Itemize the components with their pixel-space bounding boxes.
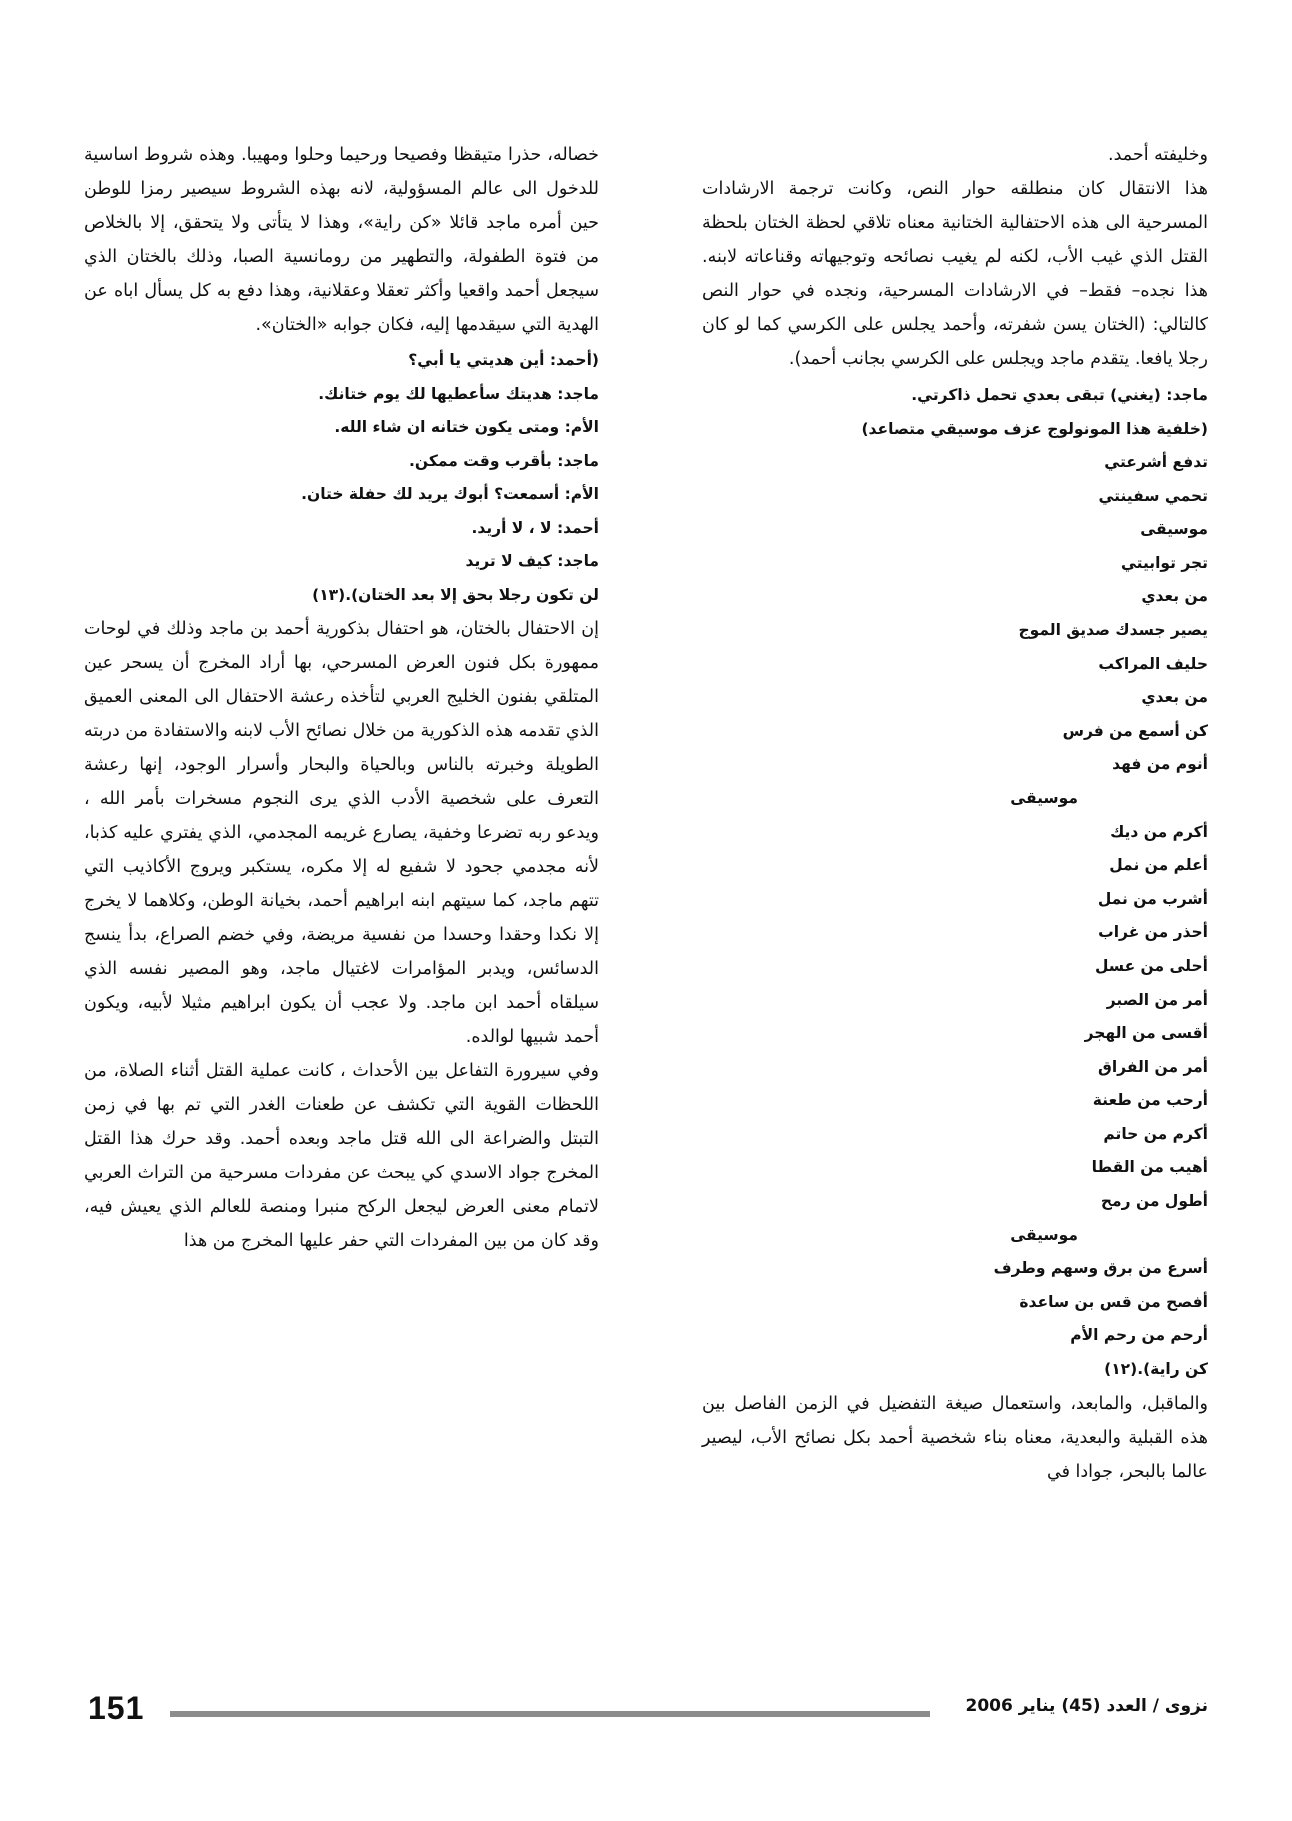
poem-line: من بعدي [1141, 587, 1208, 606]
dialogue-line: ماجد: بأقرب وقت ممكن. [409, 451, 599, 470]
page-footer [0, 1690, 1292, 1730]
poem-line: كن أسمع من فرس [1062, 721, 1208, 740]
poem-line: أكرم من ديك [1110, 822, 1208, 841]
paragraph: وفي سيرورة التفاعل بين الأحداث ، كانت عملية القتل أثناء الصلاة، من اللحظات القوية التي تكشف عن طعنات الغدر التي تم بها في زمن التبتل والضراعة الى الله قتل ماجد وبعده أحمد. وقد حرك هذا القتل المخرج جواد الاسدي كي يبحث عن مفردات مسرحية من التراث العربي لاتمام معنى العرض ليجعل الركح منبرا ومنصة للعالم الذي يعيش فيه، وقد كان من بين المفردات التي حفر عليها المخرج من هذا [84, 1061, 599, 1251]
poem-line-music: موسيقى [1010, 1225, 1078, 1244]
poem-line: أمر من الصبر [1106, 990, 1208, 1009]
dialogue-line: (أحمد: أين هديتي يا أبي؟ [408, 351, 599, 369]
poem-line: أكرم من حاتم [1103, 1124, 1208, 1143]
poem-line: أرحم من رحم الأم [1070, 1326, 1208, 1345]
poem-line: أطول من رمح [1100, 1192, 1208, 1211]
left-column [84, 138, 599, 1258]
dialogue-block [702, 379, 1208, 446]
poem-line: أقسى من الهجر [1084, 1024, 1208, 1043]
poem-line: أعلم من نمل [1109, 856, 1208, 875]
poem-line: أفصح من قس بن ساعدة [1019, 1292, 1208, 1311]
poem-line: يصير جسدك صديق الموج [1018, 620, 1208, 639]
poem-line: أحلى من عسل [1094, 956, 1208, 975]
poem-line: حليف المراكب [1098, 654, 1208, 673]
footer-divider [170, 1711, 930, 1717]
paragraph: وخليفته أحمد. [1108, 145, 1208, 165]
poem-block [702, 446, 1208, 1387]
dialogue-line: لن تكون رجلا بحق إلا بعد الختان).(١٣) [312, 585, 599, 604]
paragraph: إن الاحتفال بالختان، هو احتفال بذكورية أحمد بن ماجد وذلك في لوحات ممهورة بكل فنون العرض المسرحي، بها أراد المخرج أن يسحر عين المتلقي بفنون الخليج العربي لتأخذه رعشة الاحتفال الى المعنى العميق الذي تقدمه هذه الذكورية من خلال نصائح الأب لابنه والاستفادة من دربته الطويلة وخبرته بالناس وبالحياة والبحار وأسرار الوجود، إنها رعشة التعرف على شخصية الأدب الذي يرى النجوم مسخرات بأمر الله ، ويدعو ربه تضرعا وخفية، يصارع غريمه المجدمي، الذي يفتري عليه كذبا، لأنه مجدمي جحود لا شفيع له إلا مكره، يستكبر ويروج الأكاذيب التي تتهم ماجد، كما سيتهم ابنه ابراهيم أحمد، بخيانة الوطن، وكلاهما لا يخرج إلا نكدا وحقدا وحسدا من نفسية مريضة، وفي خضم الصراع، بدأ ينسج الدسائس، ويدبر المؤامرات لاغتيال ماجد، وهو المصير نفسه الذي سيلقاه أحمد ابن ماجد. ولا عجب أن يكون ابراهيم مثيلا لأبيه، ويكون أحمد شبيها لوالده. [84, 619, 599, 1047]
poem-line: تجر توابيتي [1120, 553, 1208, 572]
right-column [702, 138, 1208, 1489]
dialogue-line: أحمد: لا ، لا أريد. [471, 518, 599, 537]
paragraph: والماقبل، والمابعد، واستعمال صيغة التفضيل في الزمن الفاصل بين هذه القبلية والبعدية، معناه بناء شخصية أحمد بكل نصائح الأب، ليصير عالما بالبحر، جوادا في [702, 1393, 1208, 1482]
dialogue-line: ماجد: كيف لا تريد [465, 552, 599, 570]
dialogue-line: الأم: أسمعت؟ أبوك يريد لك حفلة ختان. [301, 485, 599, 503]
poem-line: أهيب من القطا [1091, 1158, 1208, 1177]
paragraph: خصاله، حذرا متيقظا وفصيحا ورحيما وحلوا ومهيبا. وهذه شروط اساسية للدخول الى عالم المسؤولية، لانه بهذه الشروط سيصير رمزا للوطن حين أمره ماجد قائلا «كن راية»، وهذا لا يتأتى ولا يتحقق، إلا بالخلاص من فتوة الطفولة، والتطهير من رومانسية الصبا، وذلك بالختان الذي سيجعل أحمد واقعيا وأكثر تعقلا وعقلانية، وهذا دفع به كل يسأل اباه عن الهدية التي سيقدمها إليه، فكان جوابه «الختان». [84, 145, 599, 335]
poem-line: أشرب من نمل [1097, 889, 1208, 908]
poem-line: أنوم من فهد [1112, 755, 1208, 774]
poem-line: من بعدي [1141, 688, 1208, 707]
page-number: 151 [88, 1690, 145, 1726]
dialogue-line: ماجد: هديتك سأعطيها لك يوم ختانك. [318, 384, 599, 403]
paragraph: هذا الانتقال كان منطلقه حوار النص، وكانت ترجمة الارشادات المسرحية الى هذه الاحتفالية الختانية معناه تلاقي لحظة الختان بلحظة القتل الذي غيب الأب، لكنه لم يغيب نصائحه وتوجيهاته وقناعاته لابنه. هذا نجده– فقط– في الارشادات المسرحية، ونجده في حوار النص كالتالي: (الختان يسن شفرته، وأحمد يجلس على الكرسي كما لو كان رجلا يافعا. يتقدم ماجد ويجلس على الكرسي بجانب أحمد). [702, 179, 1208, 369]
poem-line: تدفع أشرعتي [1104, 453, 1208, 471]
poem-line: أسرع من برق وسهم وطرف [993, 1259, 1208, 1278]
poem-line: أمر من الفراق [1098, 1057, 1208, 1076]
dialogue-line: الأم: ومتى يكون ختانه ان شاء الله. [334, 418, 599, 436]
poem-line: أحذر من غراب [1098, 923, 1208, 942]
poem-line: أرحب من طعنة [1092, 1091, 1208, 1110]
dialogue-line: (خلفية هذا المونولوج عزف موسيقي متصاعد) [861, 419, 1208, 438]
poem-line-music: موسيقى [1010, 788, 1078, 807]
poem-line: تحمي سفينتي [1098, 486, 1208, 505]
poem-line: كن راية).(١٢) [1104, 1360, 1208, 1379]
dialogue-block [84, 344, 599, 612]
poem-line: موسيقى [1140, 520, 1208, 539]
issue-line: نزوى / العدد (45) يناير 2006 [965, 1696, 1208, 1716]
dialogue-line: ماجد: (يغني) تبقى بعدي تحمل ذاكرتي. [911, 386, 1208, 404]
